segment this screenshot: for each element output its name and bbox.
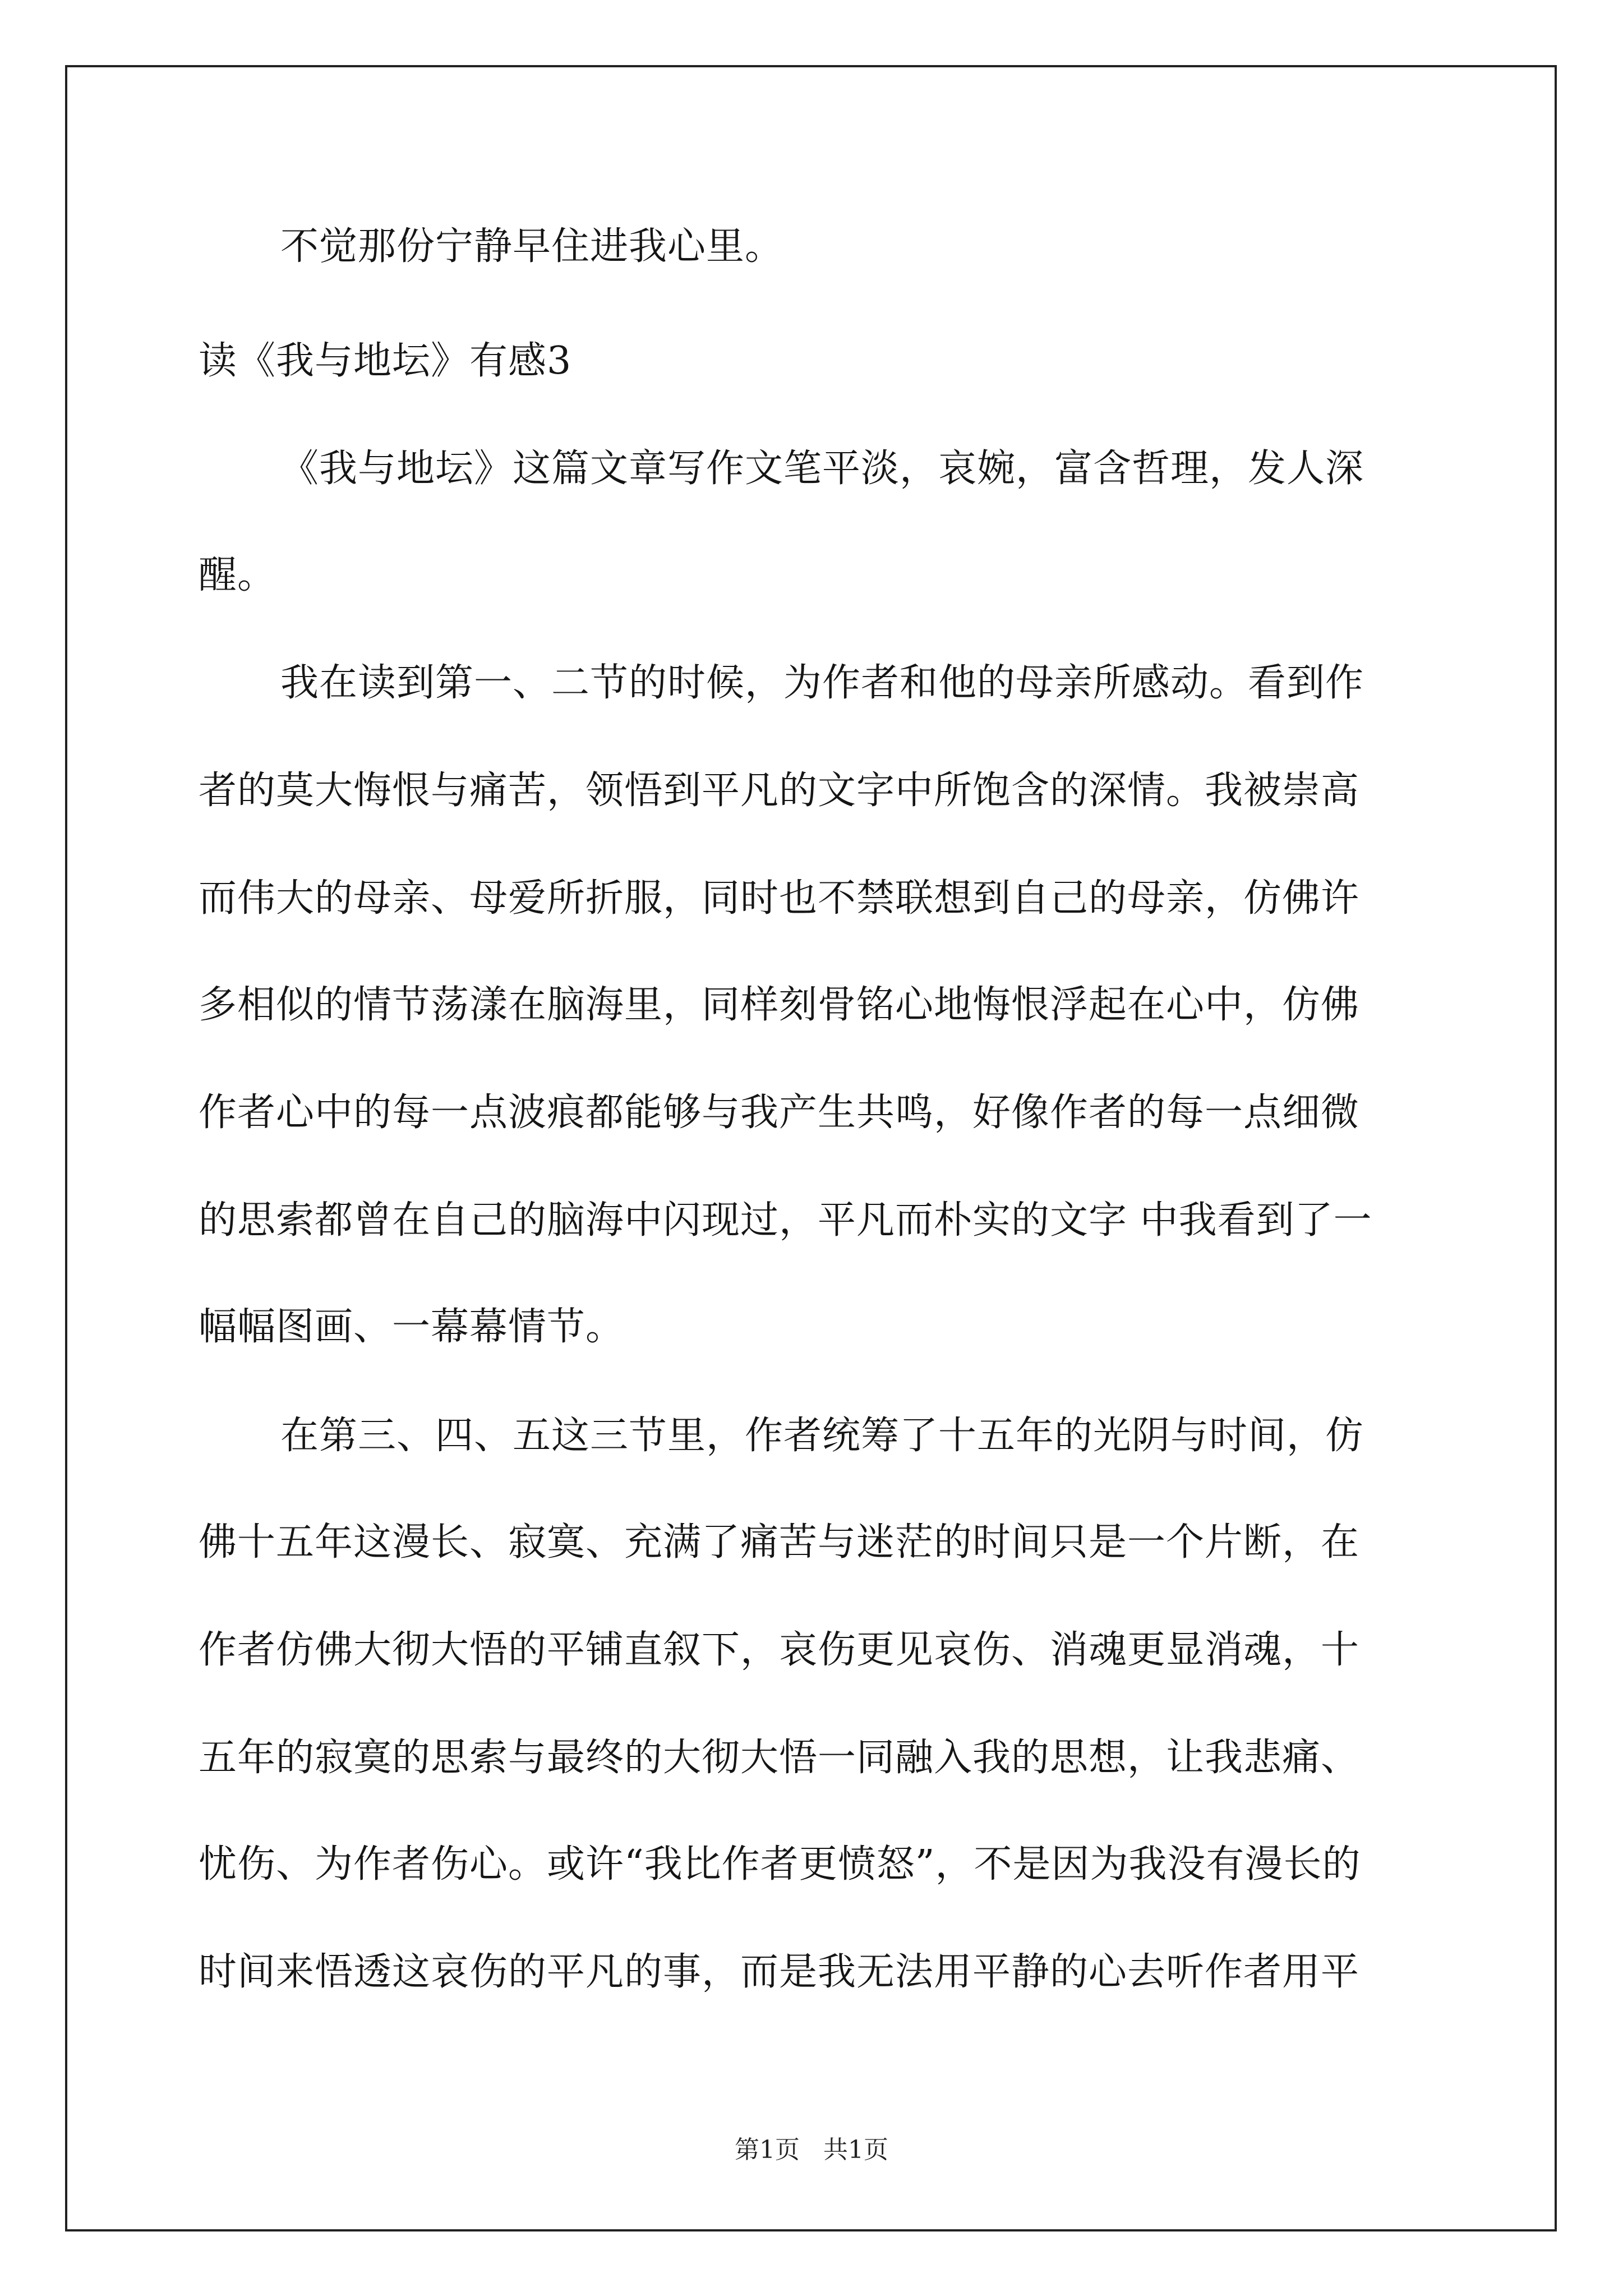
paragraph-line: 作者仿佛大彻大悟的平铺直叙下，哀伤更见哀伤、消魂更显消魂，十 bbox=[199, 1628, 1360, 1672]
paragraph-line: 佛十五年这漫长、寂寞、充满了痛苦与迷茫的时间只是一个片断，在 bbox=[199, 1520, 1360, 1565]
page-border bbox=[65, 65, 1557, 2231]
paragraph-line: 幅幅图画、一幕幕情节。 bbox=[199, 1305, 625, 1349]
paragraph-line: 在第三、四、五这三节里，作者统筹了十五年的光阴与时间，仿 bbox=[280, 1414, 1364, 1458]
paragraph-line: 时间来悟透这哀伤的平凡的事，而是我无法用平静的心去听作者用平 bbox=[199, 1950, 1360, 1994]
paragraph-line: 我在读到第一、二节的时候，为作者和他的母亲所感动。看到作 bbox=[280, 661, 1364, 705]
section-heading: 读《我与地坛》有感3 bbox=[199, 339, 572, 383]
paragraph-line: 者的莫大悔恨与痛苦，领悟到平凡的文字中所饱含的深情。我被崇高 bbox=[199, 769, 1360, 813]
paragraph-line: 醒。 bbox=[199, 553, 276, 597]
paragraph-line: 作者心中的每一点波痕都能够与我产生共鸣，好像作者的每一点细微 bbox=[199, 1091, 1360, 1135]
page-footer: 第1页 共1页 bbox=[735, 2136, 888, 2164]
paragraph-line: 五年的寂寞的思索与最终的大彻大悟一同融入我的思想，让我悲痛、 bbox=[199, 1736, 1360, 1780]
paragraph-line: 多相似的情节荡漾在脑海里，同样刻骨铭心地悔恨浮起在心中，仿佛 bbox=[199, 983, 1360, 1027]
paragraph-line: 《我与地坛》这篇文章写作文笔平淡，哀婉，富含哲理，发人深 bbox=[280, 447, 1364, 491]
paragraph-line: 忧伤、为作者伤心。或许“我比作者更愤怒”，不是因为我没有漫长的 bbox=[199, 1842, 1361, 1887]
paragraph-line: 而伟大的母亲、母爱所折服，同时也不禁联想到自己的母亲，仿佛许 bbox=[199, 876, 1360, 921]
paragraph-line: 的思索都曾在自己的脑海中闪现过，平凡而朴实的文字 中我看到了一 bbox=[199, 1198, 1372, 1243]
paragraph-line: 不觉那份宁静早住进我心里。 bbox=[280, 224, 784, 269]
